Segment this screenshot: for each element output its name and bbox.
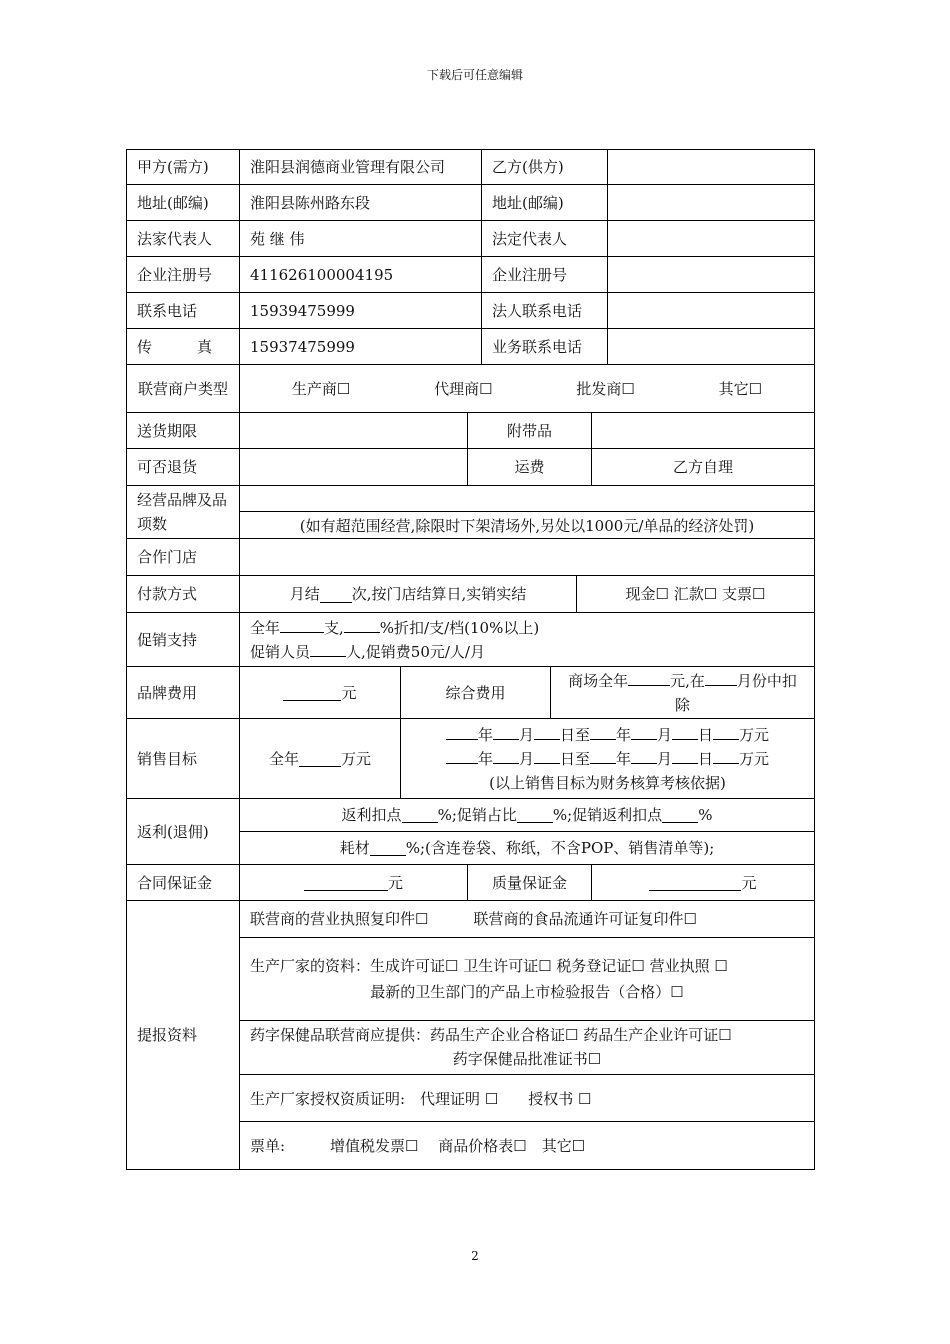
documents-authorization[interactable]: 生产厂家授权资质证明: 代理证明 ☐ 授权书 ☐ bbox=[240, 1075, 814, 1122]
form-row-documents bbox=[126, 901, 815, 1170]
promo-count-blank[interactable] bbox=[280, 616, 324, 633]
sales-period-2 bbox=[446, 747, 769, 771]
form-row-payment bbox=[126, 576, 815, 613]
rebate-line-2 bbox=[240, 832, 814, 865]
form-row-legal bbox=[126, 221, 815, 257]
sales-period-1 bbox=[446, 723, 769, 747]
rebate-percent-text: % bbox=[698, 805, 713, 824]
rebate-share-blank[interactable] bbox=[517, 806, 553, 823]
form-row-rebate bbox=[126, 799, 815, 865]
mall-in-text: 元,在 bbox=[670, 671, 705, 690]
registration-b-label: 企业注册号 bbox=[482, 257, 608, 292]
documents-list bbox=[240, 901, 814, 1169]
promo-discount-blank[interactable] bbox=[344, 616, 380, 633]
registration-label: 企业注册号 bbox=[127, 257, 240, 292]
fill-blank[interactable] bbox=[672, 723, 698, 740]
sales-year-unit: 万元 bbox=[341, 749, 372, 768]
phone-b-value[interactable] bbox=[608, 293, 814, 328]
brand-fee-amount bbox=[240, 667, 401, 718]
form-row-phone bbox=[126, 293, 815, 329]
misc-fee-label: 综合费用 bbox=[401, 667, 551, 718]
pharma-certs[interactable]: 药字保健品联营商应提供：药品生产企业合格证☐ 药品生产企业许可证☐ bbox=[250, 1026, 732, 1045]
form-row-party bbox=[126, 149, 815, 185]
party-a-value[interactable]: 淮阳县润德商业管理有限公司 bbox=[240, 150, 482, 184]
delivery-value[interactable] bbox=[240, 413, 468, 448]
fax-value[interactable]: 15937475999 bbox=[240, 329, 482, 364]
phone-value[interactable]: 15939475999 bbox=[240, 293, 482, 328]
sales-year-text: 全年 bbox=[268, 749, 299, 768]
payment-text-a: 月结 bbox=[289, 585, 320, 603]
date-unit-text: 日至 bbox=[559, 749, 590, 768]
quality-deposit-amount bbox=[592, 865, 814, 900]
date-unit-text: 年 bbox=[477, 749, 493, 768]
pharma-approval[interactable]: 药字保健品批准证书☐ bbox=[452, 1050, 602, 1069]
legal-rep-b-value[interactable] bbox=[608, 221, 814, 256]
promo-line-2 bbox=[250, 640, 485, 664]
quality-deposit-unit: 元 bbox=[741, 873, 757, 892]
merchant-type-options bbox=[240, 365, 814, 412]
deposit-amount bbox=[240, 865, 468, 900]
returns-value[interactable] bbox=[240, 449, 468, 485]
phone-b-label: 法人联系电话 bbox=[482, 293, 608, 328]
consumables-text: 耗材 bbox=[339, 839, 370, 858]
promo-unit-text: 支, bbox=[324, 618, 344, 637]
sales-target-year bbox=[240, 719, 401, 798]
documents-pharma bbox=[240, 1021, 814, 1076]
fill-blank[interactable] bbox=[672, 747, 698, 764]
form-row-registration bbox=[126, 257, 815, 293]
promo-details bbox=[240, 613, 814, 666]
quality-deposit-blank[interactable] bbox=[649, 874, 741, 891]
address-b-label: 地址(邮编) bbox=[482, 185, 608, 220]
manufacturer-report[interactable]: 最新的卫生部门的产品上市检验报告（合格）☐ bbox=[370, 982, 684, 1001]
documents-label: 提报资料 bbox=[127, 901, 240, 1169]
fill-blank[interactable] bbox=[534, 723, 560, 740]
deposit-blank[interactable] bbox=[304, 874, 388, 891]
form-row-returns bbox=[126, 449, 815, 486]
promo-year-text: 全年 bbox=[250, 618, 281, 637]
page-number: 2 bbox=[471, 1249, 479, 1263]
brand-fee-blank[interactable] bbox=[283, 684, 341, 701]
brand-fee-unit: 元 bbox=[341, 683, 357, 702]
date-unit-text: 日至 bbox=[559, 725, 590, 744]
stores-value[interactable] bbox=[240, 539, 814, 575]
legal-rep-b-label: 法定代表人 bbox=[482, 221, 608, 256]
registration-b-value[interactable] bbox=[608, 257, 814, 292]
date-unit-text: 月 bbox=[657, 725, 673, 744]
rebate-line-1 bbox=[240, 799, 814, 832]
mall-deduction bbox=[551, 667, 814, 718]
biz-phone-b-label: 业务联系电话 bbox=[482, 329, 608, 364]
address-label: 地址(邮编) bbox=[127, 185, 240, 220]
fill-blank[interactable] bbox=[590, 747, 616, 764]
fill-blank[interactable] bbox=[590, 723, 616, 740]
rebate-share-text: %;促销占比 bbox=[437, 806, 517, 825]
sales-target-label: 销售目标 bbox=[127, 719, 240, 798]
address-b-value[interactable] bbox=[608, 185, 814, 220]
freight-value[interactable]: 乙方自理 bbox=[672, 458, 733, 476]
brand-fee-label: 品牌费用 bbox=[127, 667, 240, 718]
fill-blank[interactable] bbox=[493, 723, 519, 740]
date-unit-text: 月 bbox=[518, 749, 534, 768]
fill-blank[interactable] bbox=[446, 747, 478, 764]
option-agent-checkbox[interactable]: 代理商☐ bbox=[434, 379, 493, 398]
option-wholesaler-checkbox[interactable]: 批发商☐ bbox=[576, 379, 635, 398]
payment-terms bbox=[240, 576, 577, 612]
biz-phone-b-value[interactable] bbox=[608, 329, 814, 364]
form-row-brands bbox=[126, 486, 815, 539]
quality-deposit-label: 质量保证金 bbox=[468, 865, 592, 900]
returns-label: 可否退货 bbox=[127, 449, 240, 485]
form-row-address bbox=[126, 185, 815, 221]
stores-label: 合作门店 bbox=[127, 539, 240, 575]
consumables-note: %;(含连卷袋、称纸，不含POP、销售清单等); bbox=[405, 839, 715, 858]
deposit-label: 合同保证金 bbox=[127, 865, 240, 900]
rebate-point-text: 返利扣点 bbox=[341, 806, 402, 825]
promo-label: 促销支持 bbox=[127, 613, 240, 666]
fill-blank[interactable] bbox=[534, 747, 560, 764]
merchant-type-label: 联营商户类型 bbox=[127, 365, 240, 412]
freight-label: 运费 bbox=[468, 449, 592, 485]
address-value[interactable]: 淮阳县陈州路东段 bbox=[240, 185, 482, 220]
promo-discount-text: %折扣/支/档(10%以上) bbox=[379, 618, 540, 637]
promo-line-1 bbox=[250, 616, 539, 640]
accessory-value[interactable] bbox=[592, 413, 814, 448]
form-row-promo bbox=[126, 613, 815, 667]
documents-manufacturer bbox=[240, 938, 814, 1021]
party-a-label: 甲方(需方) bbox=[127, 150, 240, 184]
party-b-label: 乙方(供方) bbox=[482, 150, 608, 184]
brands-note: (如有超范围经营,除限时下架清场外,另处以1000元/单品的经济处罚) bbox=[299, 516, 755, 535]
fill-blank[interactable] bbox=[713, 723, 739, 740]
date-unit-text: 月 bbox=[657, 749, 673, 768]
manufacturer-certs[interactable]: 生产厂家的资料：生成许可证☐ 卫生许可证☐ 税务登记证☐ 营业执照 ☐ bbox=[250, 956, 728, 975]
payment-count-blank[interactable] bbox=[320, 586, 352, 603]
sales-year-blank[interactable] bbox=[299, 750, 341, 767]
rebate-point-blank[interactable] bbox=[402, 806, 438, 823]
payment-label: 付款方式 bbox=[127, 576, 240, 612]
header-note: 下载后可任意编辑 bbox=[426, 68, 523, 82]
form-row-brand-fee bbox=[126, 667, 815, 719]
legal-rep-value[interactable]: 苑 继 伟 bbox=[240, 221, 482, 256]
deposit-unit: 元 bbox=[387, 873, 403, 892]
brands-cell bbox=[240, 486, 814, 538]
date-unit-text: 年 bbox=[615, 749, 631, 768]
fill-blank[interactable] bbox=[493, 747, 519, 764]
promo-staff-text: 促销人员 bbox=[250, 642, 311, 661]
date-unit-text: 万元 bbox=[739, 749, 770, 768]
option-other-checkbox[interactable]: 其它☐ bbox=[718, 379, 763, 398]
form-row-delivery bbox=[126, 413, 815, 449]
fill-blank[interactable] bbox=[631, 723, 657, 740]
form-row-fax bbox=[126, 329, 815, 365]
date-unit-text: 年 bbox=[477, 725, 493, 744]
mall-year-text: 商场全年 bbox=[568, 671, 629, 690]
party-b-value[interactable] bbox=[608, 150, 814, 184]
option-producer-checkbox[interactable]: 生产商☐ bbox=[291, 379, 351, 398]
payment-text-b: 次,按门店结算日,实销实结 bbox=[351, 585, 527, 603]
brands-input[interactable] bbox=[240, 486, 814, 512]
promo-staff-blank[interactable] bbox=[310, 640, 346, 657]
date-unit-text: 日 bbox=[698, 725, 714, 744]
form-row-stores bbox=[126, 539, 815, 576]
date-unit-text: 年 bbox=[615, 725, 631, 744]
date-unit-text: 日 bbox=[698, 749, 714, 768]
fill-blank[interactable] bbox=[446, 723, 478, 740]
fill-blank[interactable] bbox=[631, 747, 657, 764]
brands-label: 经营品牌及品项数 bbox=[127, 486, 240, 538]
rebate-details bbox=[240, 799, 814, 864]
consumables-blank[interactable] bbox=[370, 839, 406, 856]
promo-fee-text: 人,促销费50元/人/月 bbox=[346, 642, 485, 661]
legal-rep-label: 法家代表人 bbox=[127, 221, 240, 256]
delivery-label: 送货期限 bbox=[127, 413, 240, 448]
contract-form bbox=[126, 149, 815, 1170]
date-unit-text: 万元 bbox=[739, 725, 770, 744]
form-row-merchant-type bbox=[126, 365, 815, 413]
rebate-label: 返利(退佣) bbox=[127, 799, 240, 864]
form-row-sales-target bbox=[126, 719, 815, 799]
mall-month-blank[interactable] bbox=[705, 669, 737, 686]
mall-amount-blank[interactable] bbox=[628, 669, 670, 686]
sales-target-periods bbox=[401, 719, 814, 798]
sales-target-note: (以上销售目标为财务核算考核依据) bbox=[489, 773, 726, 792]
date-unit-text: 月 bbox=[518, 725, 534, 744]
documents-invoices[interactable]: 票单: 增值税发票☐ 商品价格表☐ 其它☐ bbox=[250, 1137, 586, 1156]
rebate-promo-blank[interactable] bbox=[662, 806, 698, 823]
registration-value[interactable]: 411626100004195 bbox=[240, 257, 482, 292]
rebate-promo-text: %;促销返利扣点 bbox=[552, 806, 663, 825]
mall-deduct-text: 月份中扣除 bbox=[674, 671, 797, 714]
payment-methods[interactable]: 现金☐ 汇款☐ 支票☐ bbox=[625, 585, 766, 603]
phone-label: 联系电话 bbox=[127, 293, 240, 328]
documents-licenses[interactable]: 联营商的营业执照复印件☐ 联营商的食品流通许可证复印件☐ bbox=[240, 901, 814, 938]
fax-label: 传 真 bbox=[127, 329, 240, 364]
form-row-deposit bbox=[126, 865, 815, 901]
fill-blank[interactable] bbox=[713, 747, 739, 764]
accessory-label: 附带品 bbox=[468, 413, 592, 448]
